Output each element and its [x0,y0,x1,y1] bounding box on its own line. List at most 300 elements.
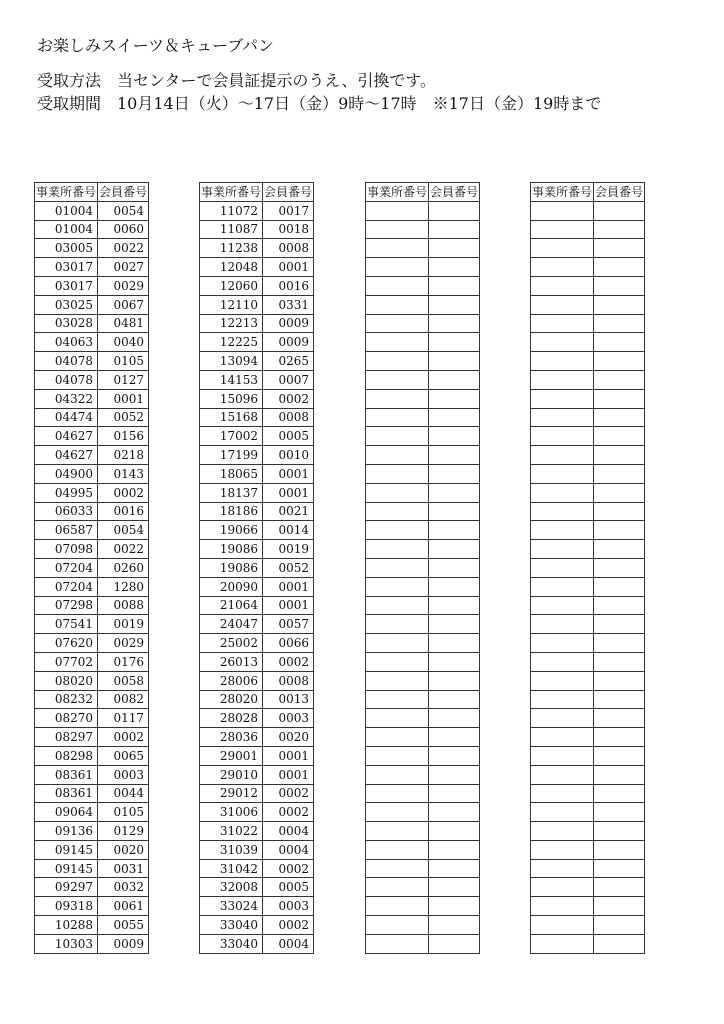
table-row [366,671,480,690]
table-row [200,878,314,897]
member-number-header: 会員番号 [263,183,314,202]
table-row [366,558,480,577]
member-number-cell: 0129 [98,822,149,841]
table-row [35,671,149,690]
office-number-cell [366,934,429,953]
table-row [35,690,149,709]
office-number-cell [531,934,594,953]
member-number-cell [594,803,645,822]
office-number-cell [366,840,429,859]
member-number-cell [429,314,480,333]
member-number-cell: 0008 [263,408,314,427]
member-number-cell [594,822,645,841]
table-row [35,746,149,765]
office-number-cell: 12213 [200,314,263,333]
office-number-cell: 24047 [200,615,263,634]
member-number-cell: 0004 [263,822,314,841]
table-row [35,634,149,653]
member-number-cell [594,314,645,333]
office-number-cell: 04078 [35,352,98,371]
office-number-cell: 09064 [35,803,98,822]
member-number-cell: 0065 [98,746,149,765]
table-row [531,370,645,389]
member-number-cell: 0016 [263,276,314,295]
table-row [35,577,149,596]
member-number-cell [429,370,480,389]
member-number-cell: 0008 [263,671,314,690]
member-number-cell [429,333,480,352]
table-row [200,540,314,559]
table-row [531,934,645,953]
member-number-cell [594,859,645,878]
member-number-cell [429,934,480,953]
table-row [531,239,645,258]
table-row [531,201,645,220]
office-number-cell [531,859,594,878]
office-number-cell [531,521,594,540]
table-row [366,803,480,822]
member-number-cell [429,822,480,841]
office-number-cell [531,540,594,559]
office-number-cell: 18065 [200,464,263,483]
member-number-cell: 0019 [98,615,149,634]
table-row [35,464,149,483]
office-number-cell [366,765,429,784]
member-table-2 [199,182,314,954]
member-number-cell: 0066 [263,634,314,653]
office-number-cell [531,615,594,634]
member-number-cell [594,464,645,483]
member-number-cell: 0021 [263,502,314,521]
office-number-cell [531,220,594,239]
member-number-cell: 0067 [98,295,149,314]
table-row [366,220,480,239]
member-number-cell [429,220,480,239]
table-row [200,746,314,765]
office-number-cell [366,427,429,446]
member-number-cell [429,540,480,559]
table-row [200,464,314,483]
office-number-cell [366,634,429,653]
table-row [531,464,645,483]
member-number-cell [429,408,480,427]
member-number-cell: 0020 [263,728,314,747]
table-row [35,502,149,521]
member-number-cell [429,897,480,916]
member-number-cell [429,483,480,502]
member-number-cell [429,615,480,634]
table-row [531,746,645,765]
table-row [366,765,480,784]
office-number-cell: 31006 [200,803,263,822]
member-number-cell [429,389,480,408]
table-row [35,352,149,371]
office-number-cell [531,408,594,427]
office-number-cell: 03017 [35,276,98,295]
office-number-cell [531,634,594,653]
table-row [35,878,149,897]
table-row [531,878,645,897]
table-row [366,464,480,483]
table-row [35,408,149,427]
office-number-cell [366,483,429,502]
member-number-cell: 0001 [263,596,314,615]
office-number-cell [366,746,429,765]
office-number-cell: 14153 [200,370,263,389]
member-number-cell [429,765,480,784]
office-number-cell [531,258,594,277]
member-number-cell: 0001 [263,464,314,483]
member-number-cell [429,502,480,521]
member-number-cell [429,634,480,653]
office-number-cell: 12225 [200,333,263,352]
office-number-cell: 08361 [35,765,98,784]
member-number-cell: 0002 [263,389,314,408]
table-row [366,690,480,709]
office-number-cell: 29010 [200,765,263,784]
office-number-cell [531,558,594,577]
member-number-cell: 0020 [98,840,149,859]
member-number-cell: 0009 [98,934,149,953]
member-number-cell [594,370,645,389]
member-number-cell: 0002 [263,859,314,878]
member-number-cell [429,803,480,822]
table-row [366,897,480,916]
office-number-cell: 32008 [200,878,263,897]
table-row [200,295,314,314]
table-row [35,276,149,295]
office-number-cell: 28006 [200,671,263,690]
table-row [366,859,480,878]
table-row [35,558,149,577]
member-number-cell: 0017 [263,201,314,220]
table-row [531,389,645,408]
member-number-cell [429,558,480,577]
table-row [35,615,149,634]
office-number-cell [531,690,594,709]
office-number-cell: 03025 [35,295,98,314]
member-number-cell [594,446,645,465]
member-number-cell [594,615,645,634]
member-number-cell: 0082 [98,690,149,709]
office-number-cell: 08297 [35,728,98,747]
member-number-cell: 0002 [263,652,314,671]
member-number-cell [594,389,645,408]
member-number-cell [594,483,645,502]
table-row [531,521,645,540]
table-row [366,878,480,897]
member-table-1 [34,182,149,954]
table-row [366,709,480,728]
table-row [200,333,314,352]
office-number-cell: 31042 [200,859,263,878]
member-number-cell [429,427,480,446]
header-row [366,183,480,202]
table-row [531,295,645,314]
member-number-cell [594,540,645,559]
office-number-cell: 03005 [35,239,98,258]
table-row [531,652,645,671]
office-number-cell [531,502,594,521]
table-row [35,709,149,728]
table-row [531,352,645,371]
office-number-cell [531,709,594,728]
table-row [366,427,480,446]
member-number-cell: 0018 [263,220,314,239]
table-row [200,728,314,747]
office-number-cell [366,671,429,690]
member-number-cell: 0117 [98,709,149,728]
member-number-cell: 0127 [98,370,149,389]
member-number-cell [429,916,480,935]
office-number-cell: 12060 [200,276,263,295]
office-number-cell [366,803,429,822]
table-row [366,840,480,859]
table-row [35,314,149,333]
pickup-period: 受取期間 10月14日（火）～17日（金）9時～17時 ※17日（金）19時まで [37,94,602,113]
member-number-cell [429,596,480,615]
office-number-cell [366,220,429,239]
office-number-cell [366,352,429,371]
office-number-cell [531,333,594,352]
table-row [35,765,149,784]
office-number-cell [531,822,594,841]
office-number-cell: 11087 [200,220,263,239]
office-number-cell [366,295,429,314]
member-number-cell: 0002 [263,916,314,935]
table-row [531,615,645,634]
member-number-cell: 0008 [263,239,314,258]
office-number-cell [531,897,594,916]
table-row [200,446,314,465]
pickup-method: 受取方法 当センターで会員証提示のうえ、引換です。 [37,71,437,90]
office-number-cell [531,370,594,389]
office-number-cell: 29012 [200,784,263,803]
office-number-cell [366,728,429,747]
member-number-cell [429,859,480,878]
table-row [200,389,314,408]
member-number-cell: 0002 [98,483,149,502]
office-number-cell: 28028 [200,709,263,728]
member-number-cell: 0019 [263,540,314,559]
office-number-cell: 07204 [35,577,98,596]
member-number-cell [429,784,480,803]
office-number-cell [366,333,429,352]
member-number-cell: 0156 [98,427,149,446]
member-number-cell [429,690,480,709]
table-row [531,840,645,859]
member-number-cell [594,746,645,765]
office-number-cell [531,671,594,690]
member-number-cell [594,634,645,653]
office-number-cell [531,483,594,502]
member-number-cell [594,408,645,427]
office-number-cell: 13094 [200,352,263,371]
office-number-cell [531,916,594,935]
table-row [366,728,480,747]
office-number-cell: 25002 [200,634,263,653]
office-number-cell: 07098 [35,540,98,559]
table-row [531,577,645,596]
office-number-cell: 09145 [35,840,98,859]
member-number-cell: 0013 [263,690,314,709]
member-number-cell [594,934,645,953]
member-number-cell [594,671,645,690]
table-row [200,502,314,521]
office-number-cell [366,596,429,615]
office-number-cell: 33040 [200,934,263,953]
table-row [366,370,480,389]
member-number-cell: 0052 [98,408,149,427]
office-number-cell [531,427,594,446]
table-row [366,201,480,220]
office-number-cell [531,577,594,596]
member-number-cell [594,352,645,371]
member-number-cell: 0003 [263,897,314,916]
member-number-cell: 0014 [263,521,314,540]
member-number-cell: 0003 [98,765,149,784]
office-number-cell: 04078 [35,370,98,389]
member-number-cell: 0029 [98,634,149,653]
member-number-cell: 0009 [263,314,314,333]
member-number-cell [594,577,645,596]
office-number-cell: 06033 [35,502,98,521]
member-number-cell [594,295,645,314]
member-number-header: 会員番号 [98,183,149,202]
office-number-cell [366,859,429,878]
member-number-cell [429,276,480,295]
office-number-cell [366,502,429,521]
table-row [35,220,149,239]
office-number-cell: 04995 [35,483,98,502]
office-number-cell: 09318 [35,897,98,916]
table-row [200,276,314,295]
office-number-cell [531,446,594,465]
member-number-cell: 0009 [263,333,314,352]
table-row [366,408,480,427]
table-row [366,934,480,953]
member-number-cell: 0057 [263,615,314,634]
office-number-cell [531,201,594,220]
member-number-cell [429,652,480,671]
table-row [531,765,645,784]
member-number-cell: 0002 [263,784,314,803]
office-number-cell: 12048 [200,258,263,277]
office-number-cell: 04322 [35,389,98,408]
table-row [200,596,314,615]
table-row [366,239,480,258]
member-number-cell: 0001 [98,389,149,408]
office-number-cell [531,464,594,483]
member-number-cell: 0001 [263,483,314,502]
table-row [200,201,314,220]
office-number-cell [366,878,429,897]
table-row [200,671,314,690]
table-row [200,577,314,596]
office-number-cell: 03028 [35,314,98,333]
header-row [531,183,645,202]
member-number-cell [429,840,480,859]
table-row [366,276,480,295]
office-number-cell: 26013 [200,652,263,671]
member-number-cell: 1280 [98,577,149,596]
member-number-cell [429,878,480,897]
table-row [531,671,645,690]
member-number-cell: 0027 [98,258,149,277]
office-number-cell [366,690,429,709]
table-row [35,333,149,352]
office-number-cell: 09145 [35,859,98,878]
table-row [200,239,314,258]
table-row [531,220,645,239]
member-number-cell [429,352,480,371]
member-number-cell: 0005 [263,878,314,897]
office-number-cell: 29001 [200,746,263,765]
office-number-cell [531,840,594,859]
office-number-cell: 08020 [35,671,98,690]
table-row [35,652,149,671]
office-number-cell [366,446,429,465]
member-number-cell [429,728,480,747]
member-number-cell [594,784,645,803]
member-number-cell [429,464,480,483]
table-row [531,690,645,709]
office-number-cell: 08232 [35,690,98,709]
office-number-header: 事業所番号 [531,183,594,202]
office-number-header: 事業所番号 [35,183,98,202]
member-number-cell: 0061 [98,897,149,916]
office-number-cell: 17002 [200,427,263,446]
table-row [35,840,149,859]
member-number-cell: 0088 [98,596,149,615]
table-row [366,652,480,671]
office-number-cell: 08298 [35,746,98,765]
table-row [531,859,645,878]
table-row [531,784,645,803]
table-row [531,596,645,615]
member-number-cell: 0004 [263,840,314,859]
table-row [200,784,314,803]
table-row [366,746,480,765]
table-row [35,822,149,841]
office-number-cell: 33024 [200,897,263,916]
member-number-cell: 0010 [263,446,314,465]
member-table-3 [365,182,480,954]
office-number-cell [531,784,594,803]
office-number-cell [366,276,429,295]
office-number-cell: 07204 [35,558,98,577]
member-number-cell: 0105 [98,352,149,371]
table-row [35,728,149,747]
member-number-cell [594,201,645,220]
table-row [200,220,314,239]
office-number-cell [531,314,594,333]
office-number-cell [366,652,429,671]
table-row [531,897,645,916]
member-number-cell [429,746,480,765]
table-row [531,634,645,653]
office-number-cell: 07702 [35,652,98,671]
member-number-cell [594,427,645,446]
table-row [200,803,314,822]
table-row [35,859,149,878]
member-number-cell [594,596,645,615]
table-row [35,803,149,822]
table-row [531,502,645,521]
office-number-cell [531,596,594,615]
office-number-cell: 10303 [35,934,98,953]
member-number-cell [594,878,645,897]
